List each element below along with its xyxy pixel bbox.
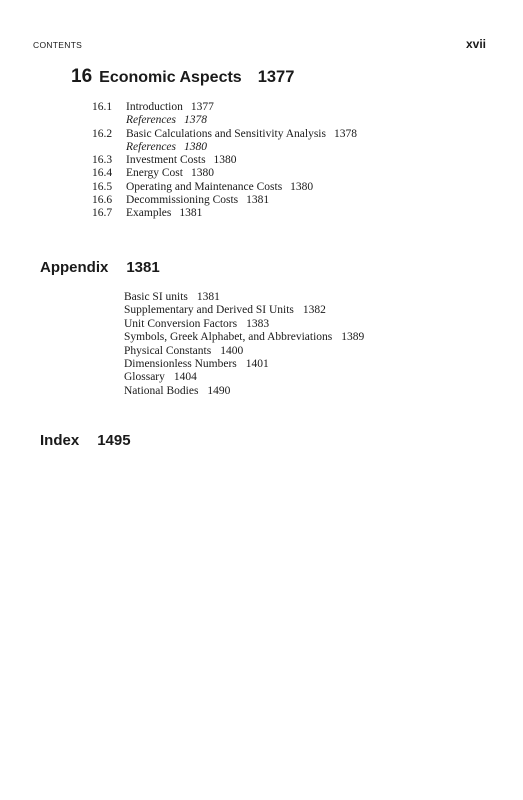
appendix-item-title: Physical Constants [124,344,212,357]
appendix-item-title: National Bodies [124,384,199,397]
index-heading[interactable] [40,432,131,449]
section-number: 16.1 [92,101,113,113]
section-page: 1381 [246,194,270,207]
appendix-title: Appendix [40,259,109,276]
appendix-item-page: 1400 [220,344,244,357]
section-page: 1380 [213,154,237,167]
section-number: 16.6 [92,194,113,207]
chapter-page: 1377 [257,68,295,86]
appendix-entry[interactable] [124,385,364,398]
appendix-item-title: Supplementary and Derived SI Units [124,304,294,317]
appendix-list [124,291,364,398]
section-number: 16.5 [92,180,113,193]
running-head: CONTENTS [33,40,83,50]
references-label: References [126,140,177,153]
appendix-entry[interactable] [124,371,364,384]
section-page: 1380 [190,167,214,180]
section-page: 1380 [290,180,314,193]
section-page: 1378 [333,127,357,140]
appendix-entry[interactable] [124,318,364,331]
appendix-entry[interactable] [124,331,364,344]
appendix-item-page: 1383 [246,317,270,330]
appendix-entry[interactable] [124,358,364,371]
appendix-item-title: Symbols, Greek Alphabet, and Abbreviations [124,331,333,344]
toc-entry[interactable] [92,194,357,207]
appendix-item-page: 1404 [173,371,197,384]
page-number: xvii [465,37,486,51]
appendix-entry[interactable] [124,304,364,317]
appendix-item-title: Unit Conversion Factors [124,317,238,330]
toc-entry[interactable] [92,101,357,114]
appendix-item-title: Dimensionless Numbers [124,358,237,371]
appendix-entry[interactable] [124,345,364,358]
section-title: Introduction [126,101,183,113]
chapter-heading[interactable] [71,66,294,88]
section-number: 16.3 [92,154,113,167]
section-page: 1381 [179,207,203,220]
chapter-title: Economic Aspects [99,69,242,86]
references-page: 1380 [184,140,208,153]
chapter-number: 16 [71,66,93,87]
references-entry[interactable] [92,114,357,127]
toc-entry[interactable] [92,154,357,167]
section-title: Decommissioning Costs [126,194,239,207]
toc-entry[interactable] [92,207,357,220]
section-title: Basic Calculations and Sensitivity Analysis [126,127,326,140]
section-number: 16.4 [92,167,113,180]
references-entry[interactable] [92,141,357,154]
toc-entry[interactable] [92,181,357,194]
section-title: Investment Costs [126,154,206,167]
section-list [92,101,357,221]
appendix-item-title: Glossary [124,371,165,384]
appendix-heading[interactable] [40,259,160,276]
appendix-page: 1381 [126,259,160,276]
toc-entry[interactable] [92,167,357,180]
references-label: References [126,114,177,127]
appendix-item-page: 1382 [302,304,326,317]
toc-entry[interactable] [92,128,357,141]
appendix-item-title: Basic SI units [124,291,188,303]
section-number: 16.7 [92,207,113,220]
section-title: Operating and Maintenance Costs [126,180,283,193]
appendix-item-page: 1490 [207,384,231,397]
appendix-item-page: 1381 [196,291,220,303]
references-page: 1378 [184,114,208,127]
appendix-item-page: 1389 [341,331,365,344]
section-title: Examples [126,207,172,220]
section-number: 16.2 [92,127,113,140]
appendix-item-page: 1401 [245,358,269,371]
index-title: Index [40,432,80,449]
section-page: 1377 [190,101,214,113]
index-page: 1495 [97,432,131,449]
section-title: Energy Cost [126,167,183,180]
appendix-entry[interactable] [124,291,364,304]
